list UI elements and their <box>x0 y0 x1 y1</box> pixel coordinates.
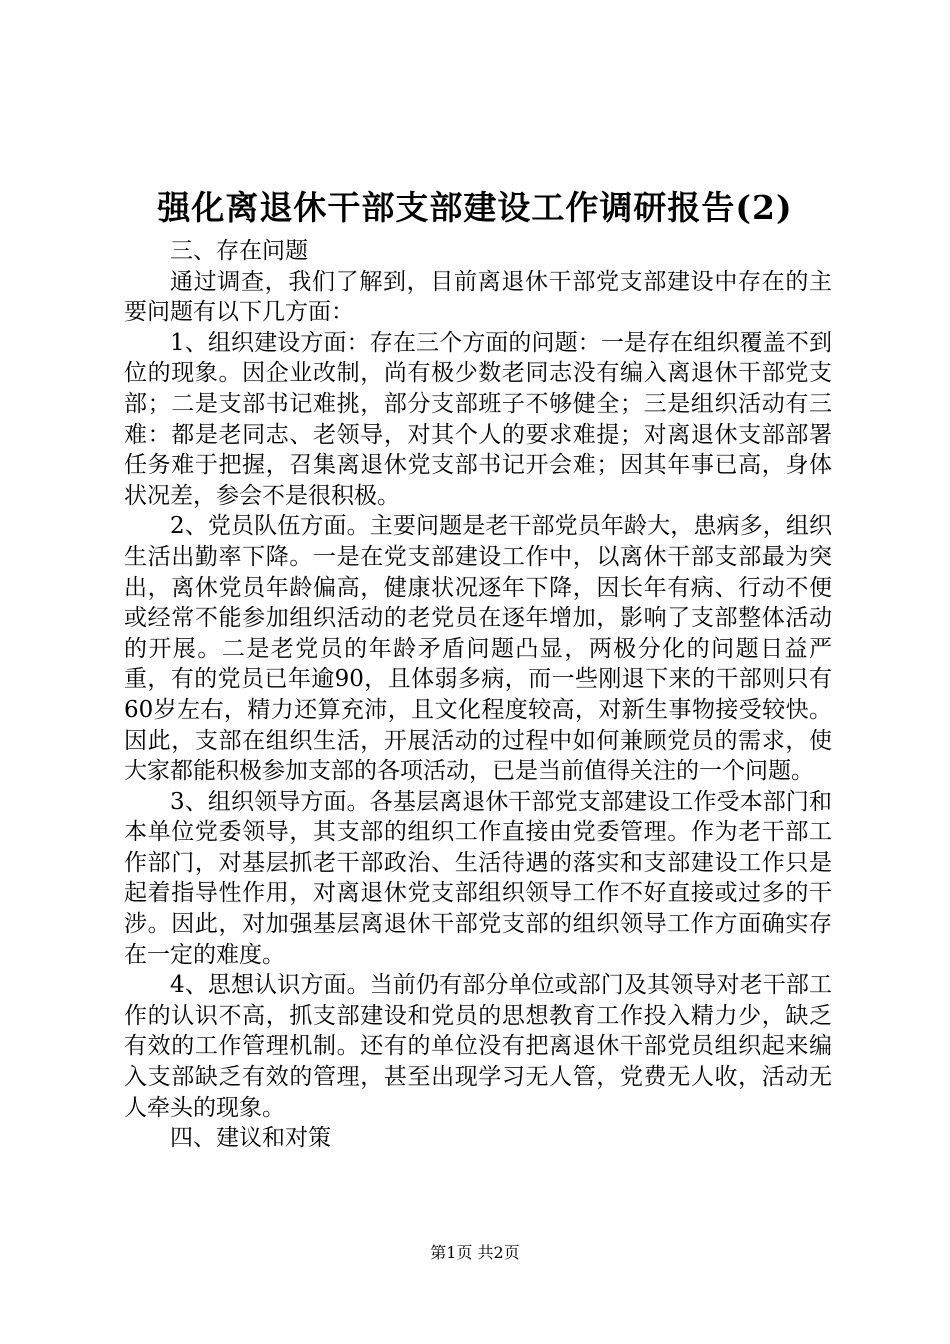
body-paragraph: 1、组织建设方面：存在三个方面的问题：一是存在组织覆盖不到位的现象。因企业改制，尚有极少数老同志没有编入离退休干部党支部；二是支部书记难挑，部分支部班子不够健全；三是组织活动有三难：都是老同志、老领导，对其个人的要求难提；对离退休支部部署任务难于把握，召集离退休党支部书记开会难；因其年事已高，身体状况差，参会不是很积极。 <box>124 329 832 509</box>
body-paragraph: 2、党员队伍方面。主要问题是老干部党员年龄大，患病多，组织生活出勤率下降。一是在党支部建设工作中，以离休干部支部最为突出，离休党员年龄偏高，健康状况逐年下降，因长年有病、行动不便或经常不能参加组织活动的老党员在逐年增加，影响了支部整体活动的开展。二是老党员的年龄矛盾问题凸显，两极分化的问题日益严重，有的党员已年逾90，且体弱多病，而一些刚退下来的干部则只有60岁左右，精力还算充沛，且文化程度较高，对新生事物接受较快。因此，支部在组织生活，开展活动的过程中如何兼顾党员的需求，使大家都能积极参加支部的各项活动，已是当前值得关注的一个问题。 <box>124 513 832 785</box>
document-title: 强化离退休干部支部建设工作调研报告(2) <box>157 188 793 227</box>
body-paragraph: 3、组织领导方面。各基层离退休干部党支部建设工作受本部门和本单位党委领导，其支部的组织工作直接由党委管理。作为老干部工作部门，对基层抓老干部政治、生活待遇的落实和支部建设工作只是起着指导性作用，对离退休党支部组织领导工作不好直接或过多的干涉。因此，对加强基层离退休干部党支部的组织领导工作方面确实存在一定的难度。 <box>124 788 832 968</box>
section-heading: 四、建议和对策 <box>170 1125 331 1152</box>
body-paragraph: 4、思想认识方面。当前仍有部分单位或部门及其领导对老干部工作的认识不高，抓支部建设和党员的思想教育工作投入精力少，缺乏有效的工作管理机制。还有的单位没有把离退休干部党员组织起来编入支部缺乏有效的管理，甚至出现学习无人管，党费无人收，活动无人牵头的现象。 <box>124 972 832 1121</box>
body-paragraph: 通过调查，我们了解到，目前离退休干部党支部建设中存在的主要问题有以下几方面： <box>124 268 832 326</box>
page-number-footer: 第1页 共2页 <box>430 1243 520 1262</box>
section-heading: 三、存在问题 <box>170 238 308 264</box>
document-body <box>124 236 832 1154</box>
